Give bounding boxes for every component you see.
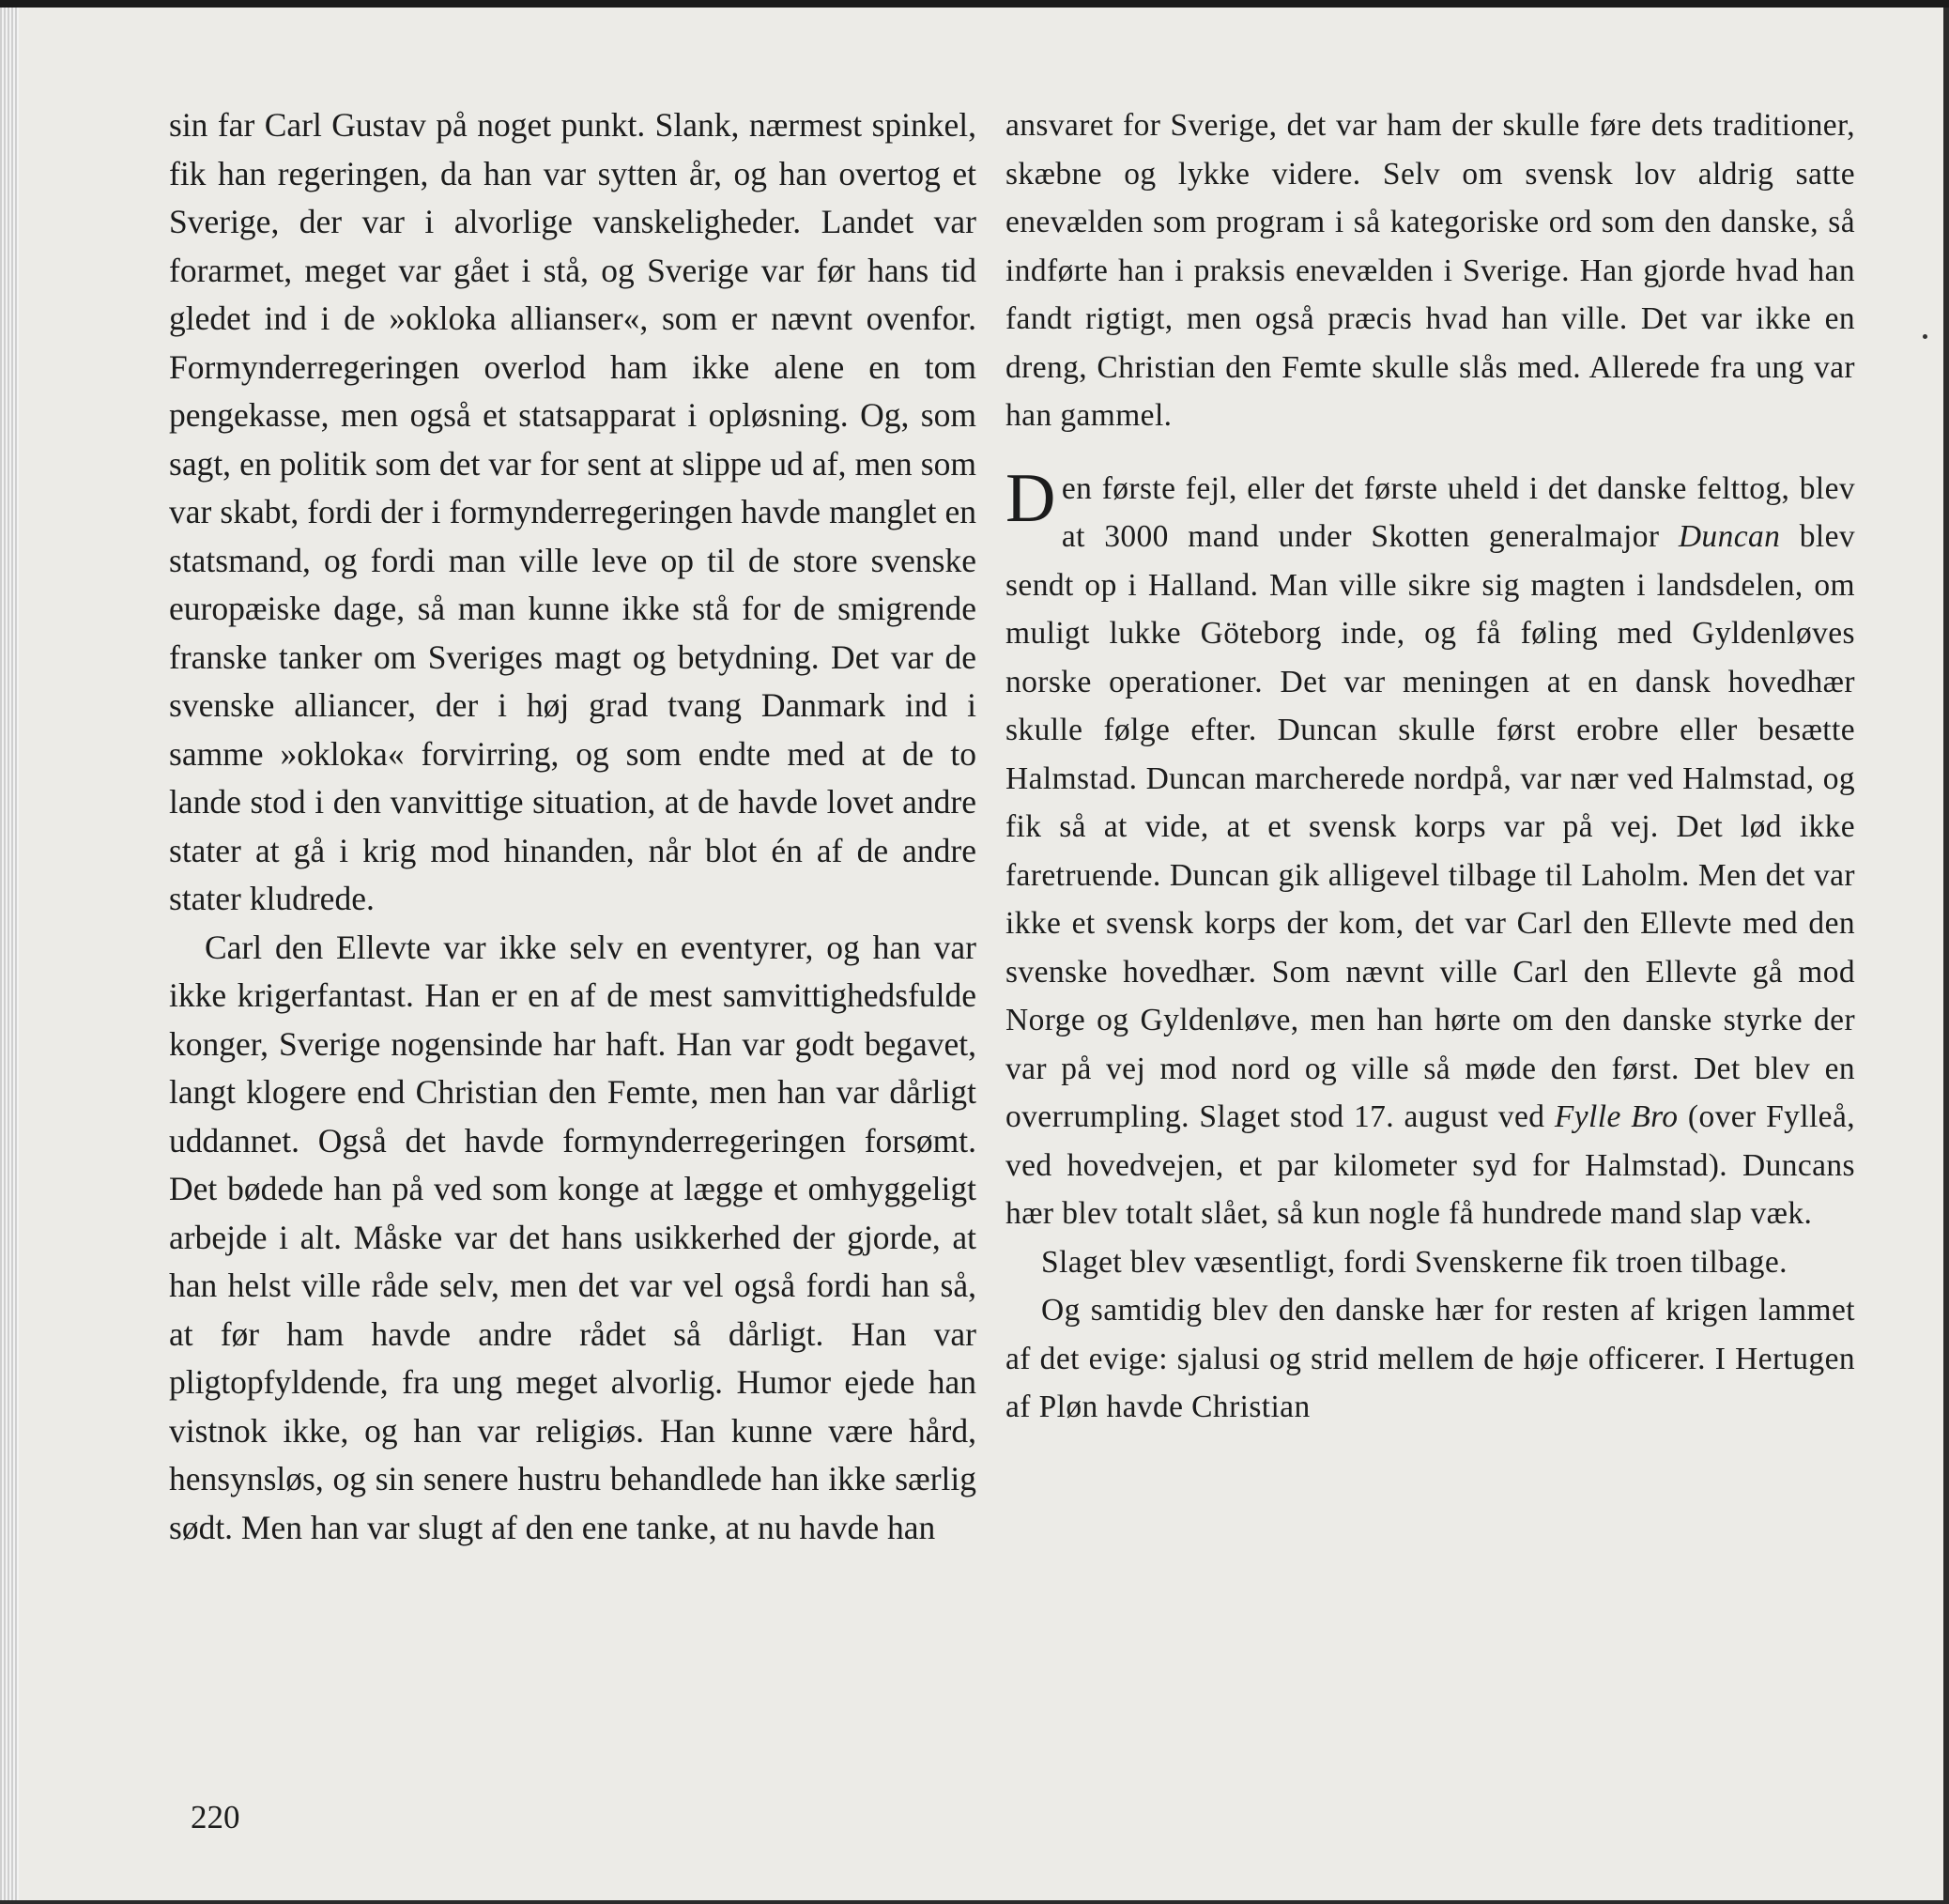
- drop-cap: D: [1005, 459, 1056, 537]
- left-paragraph-2: Carl den Ellevte var ikke selv en eventyrer, og han var ikke krigerfantast. Han er en af de mest samvittighedsfulde konger, Sverige nogensinde har haft. Han var godt begavet, langt klogere end Christian den Femte, men han var dårligt uddannet. Også det havde formynderregeringen forsømt. Det bødede han på ved som konge at lægge et omhyggeligt arbejde i alt. Måske var det hans usikkerhed der gjorde, at han helst ville råde selv, men det var vel også fordi han så, at før ham havde andre rådet så dårligt. Han var pligtopfyldende, fra ung meget alvorlig. Humor ejede han vistnok ikke, og han var religiøs. Han kunne være hård, hensynsløs, og sin senere hustru behandlede han ikke særlig sødt. Men han var slugt af den ene tanke, at nu havde han: [169, 928, 976, 1546]
- page-top-edge: [0, 0, 1949, 8]
- right-paragraph-4: Og samtidig blev den danske hær for resten af krigen lammet af det evige: sjalusi og strid mellem de høje officerer. I Hertugen af Pløn havde Christian: [1005, 1293, 1855, 1424]
- paragraph-2-text-1: en første fejl, eller det første uheld i det danske felttog, blev at 3000 mand under Skotten generalmajor: [1061, 470, 1855, 554]
- left-column: [169, 101, 976, 1552]
- italic-place-fylle-bro: Fylle Bro: [1554, 1099, 1679, 1134]
- paragraph-2-text-3: (over Fylleå, ved hovedvejen, et par kilometer syd for Halmstad). Duncans hær blev totalt slået, så kun nogle få hundrede mand slap væk.: [1005, 1099, 1855, 1231]
- page-stack-edge: [0, 8, 19, 1900]
- right-paragraph-3: Slaget blev væsentligt, fordi Svenskerne fik troen tilbage.: [1041, 1244, 1788, 1280]
- paragraph-2-text-2: blev sendt op i Halland. Man ville sikre sig magten i landsdelen, om muligt lukke Göteborg inde, og få føling med Gyldenløves norske operationer. Det var meningen at en dansk hovedhær skulle følge efter. Duncan skulle først erobre eller besætte Halmstad. Duncan marcherede nordpå, var nær ved Halmstad, og fik så at vide, at et svensk korps var på vej. Det lød ikke faretruende. Duncan gik alligevel tilbage til Laholm. Men det var ikke et svensk korps der kom, det var Carl den Ellevte med den svenske hovedhær. Som nævnt ville Carl den Ellevte gå mod Norge og Gyldenløve, men han hørte om den danske styrke der var på vej mod nord og ville så møde den først. Det blev en overrumpling. Slaget stod 17. august ved: [1005, 519, 1855, 1134]
- margin-dot: [1923, 334, 1927, 339]
- left-paragraph-1: sin far Carl Gustav på noget punkt. Slank, nærmest spinkel, fik han regeringen, da han var sytten år, og han overtog et Sverige, der var i alvorlige vanskeligheder. Landet var forarmet, meget var gået i stå, og Sverige var før hans tid gledet ind i de »okloka allianser«, som er nævnt ovenfor. Formynderregeringen overlod ham ikke alene en tom pengekasse, men også et statsapparat i opløsning. Og, som sagt, en politik som det var for sent at slippe ud af, men som var skabt, fordi der i formynderregeringen havde manglet en statsmand, og fordi man ville leve op til de store svenske europæiske dage, så man kunne ikke stå for de smigrende franske tanker om Sveriges magt og betydning. Det var de svenske alliancer, der i høj grad tvang Danmark ind i samme »okloka« forvirring, og som endte med at de to lande stod i den vanvittige situation, at de havde lovet andre stater at gå i krig mod hinanden, når blot én af de andre stater kludrede.: [169, 106, 976, 917]
- right-column: [1005, 101, 1855, 1432]
- page-number: 220: [191, 1799, 240, 1835]
- italic-name-duncan: Duncan: [1678, 519, 1781, 554]
- right-paragraph-1: ansvaret for Sverige, det var ham der skulle føre dets traditioner, skæbne og lykke videre. Selv om svensk lov aldrig satte enevælden som program i så kategoriske ord som den danske, så indførte han i praksis enevælden i Sverige. Han gjorde hvad han fandt rigtigt, men også præcis hvad han ville. Det var ikke en dreng, Christian den Femte skulle slås med. Allerede fra ung var han gammel.: [1005, 108, 1855, 433]
- book-page: [19, 8, 1943, 1900]
- right-paragraph-2: [1005, 459, 1855, 1238]
